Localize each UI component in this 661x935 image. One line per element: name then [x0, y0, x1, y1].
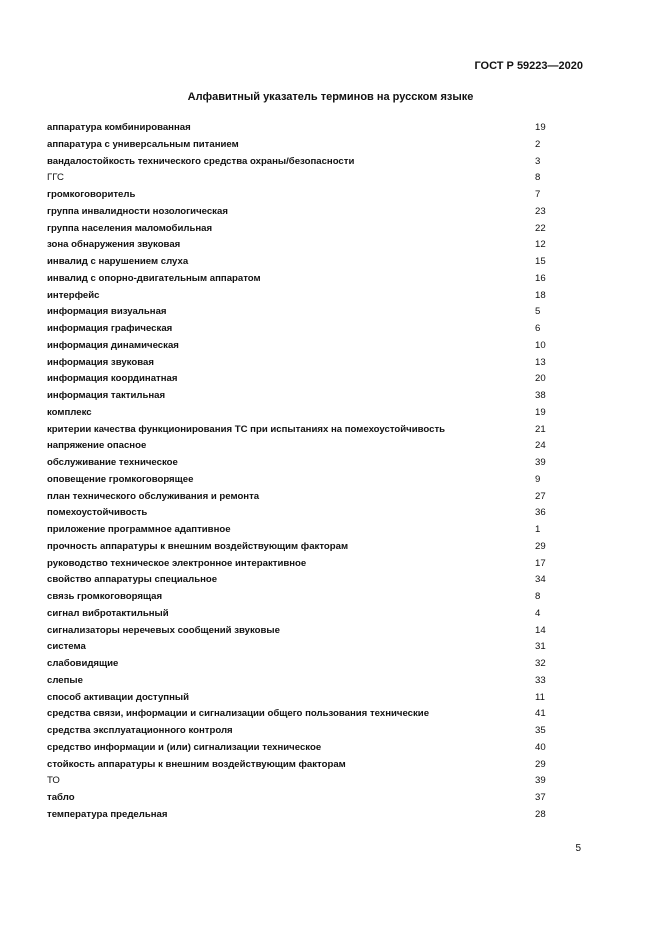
- index-term-number: 40: [535, 741, 546, 753]
- index-entry: [47, 723, 557, 740]
- index-term-number: 24: [535, 440, 546, 452]
- index-term: сигнализаторы неречевых сообщений звуковые: [47, 624, 280, 636]
- index-term-number: 41: [535, 708, 546, 720]
- index-term-number: 21: [535, 423, 546, 435]
- index-entry: [47, 790, 557, 807]
- index-term: табло: [47, 792, 75, 803]
- index-entry: [47, 120, 557, 137]
- index-term: зона обнаружения звуковая: [47, 239, 181, 251]
- index-term-number: 8: [535, 591, 541, 602]
- term-index-list: [47, 120, 557, 824]
- index-entry: [47, 572, 557, 589]
- index-term: сигнал вибротактильный: [47, 607, 169, 619]
- index-term-number: 5: [535, 306, 541, 318]
- index-entry: [47, 757, 557, 774]
- index-entry: [47, 221, 557, 238]
- index-term-number: 11: [535, 691, 545, 703]
- index-term: информация динамическая: [47, 339, 179, 351]
- index-entry: [47, 455, 557, 472]
- index-term: температура предельная: [47, 808, 168, 820]
- index-entry: [47, 673, 557, 690]
- index-entry: [47, 740, 557, 757]
- index-entry: [47, 438, 557, 455]
- index-term-number: 31: [535, 641, 546, 653]
- page-title: Алфавитный указатель терминов на русском языке: [187, 91, 474, 103]
- index-term: прочность аппаратуры к внешним воздействующим факторам: [47, 540, 349, 552]
- index-entry: [47, 237, 557, 254]
- index-entry: [47, 639, 557, 656]
- index-term: критерии качества функционирования ТС при испытаниях на помехоустойчивость: [47, 423, 446, 435]
- index-term: ГГС: [47, 172, 64, 184]
- index-term: система: [47, 641, 86, 653]
- index-term: слепые: [47, 674, 83, 686]
- index-entry: [47, 355, 557, 372]
- index-entry: [47, 187, 557, 204]
- document-code: ГОСТ Р 59223—2020: [474, 60, 583, 72]
- index-term: инвалид с нарушением слуха: [47, 256, 189, 267]
- index-term-number: 4: [535, 607, 541, 619]
- index-entry: [47, 505, 557, 522]
- index-entry: [47, 288, 557, 305]
- index-term-number: 10: [535, 339, 546, 351]
- index-term: руководство техническое электронное интерактивное: [47, 557, 307, 569]
- index-entry: [47, 388, 557, 405]
- index-entry: [47, 338, 557, 355]
- index-term: информация тактильная: [47, 390, 166, 401]
- index-entry: [47, 371, 557, 388]
- index-term-number: 37: [535, 792, 546, 803]
- index-term: обслуживание техническое: [47, 457, 178, 468]
- index-term: помехоустойчивость: [47, 507, 148, 519]
- index-term-number: 7: [535, 189, 541, 200]
- index-term-number: 18: [535, 289, 546, 301]
- index-term-number: 27: [535, 490, 546, 502]
- index-term-number: 36: [535, 507, 546, 519]
- index-term: напряжение опасное: [47, 440, 147, 452]
- index-term: свойство аппаратуры специальное: [47, 574, 218, 586]
- index-term: план технического обслуживания и ремонта: [47, 490, 260, 502]
- index-term: инвалид с опорно-двигательным аппаратом: [47, 272, 261, 284]
- index-term-number: 23: [535, 205, 546, 217]
- index-term-number: 9: [535, 473, 541, 485]
- index-term: средство информации и (или) сигнализации техническое: [47, 741, 322, 753]
- index-entry: [47, 606, 557, 623]
- index-term: информация координатная: [47, 373, 178, 385]
- index-term-number: 29: [535, 758, 546, 770]
- index-term: способ активации доступный: [47, 691, 189, 703]
- index-entry: [47, 204, 557, 221]
- index-term: связь громкоговорящая: [47, 591, 163, 602]
- index-term: группа населения маломобильная: [47, 222, 213, 234]
- index-entry: [47, 271, 557, 288]
- index-term-number: 13: [535, 356, 546, 368]
- index-term: вандалостойкость технического средства охраны/безопасности: [47, 155, 355, 167]
- index-entry: [47, 154, 557, 171]
- index-term: стойкость аппаратуры к внешним воздействующим факторам: [47, 758, 346, 770]
- index-term-number: 32: [535, 658, 546, 669]
- index-entry: [47, 656, 557, 673]
- index-term-number: 12: [535, 239, 546, 251]
- index-entry: [47, 773, 557, 790]
- index-term-number: 38: [535, 390, 546, 401]
- index-term: слабовидящие: [47, 658, 119, 669]
- index-term-number: 3: [535, 155, 541, 167]
- index-entry: [47, 137, 557, 154]
- index-entry: [47, 489, 557, 506]
- index-term: аппаратура с универсальным питанием: [47, 138, 239, 150]
- index-entry: [47, 539, 557, 556]
- index-term: интерфейс: [47, 289, 100, 301]
- index-term-number: 39: [535, 775, 546, 787]
- index-term: громкоговоритель: [47, 189, 136, 200]
- index-term-number: 20: [535, 373, 546, 385]
- index-term: аппаратура комбинированная: [47, 122, 191, 133]
- index-term-number: 29: [535, 540, 546, 552]
- index-term: информация звуковая: [47, 356, 154, 368]
- index-term-number: 39: [535, 457, 546, 468]
- index-term-number: 15: [535, 256, 546, 267]
- index-term-number: 16: [535, 272, 546, 284]
- index-term: информация графическая: [47, 323, 173, 334]
- index-term-number: 28: [535, 808, 546, 820]
- page-number: 5: [575, 843, 581, 854]
- index-term-number: 14: [535, 624, 546, 636]
- index-entry: [47, 304, 557, 321]
- index-term-number: 35: [535, 725, 546, 736]
- index-term: средства связи, информации и сигнализации общего пользования технические: [47, 708, 430, 720]
- index-term: оповещение громкоговорящее: [47, 473, 194, 485]
- index-entry: [47, 623, 557, 640]
- index-term-number: 17: [535, 557, 546, 569]
- index-term: информация визуальная: [47, 306, 167, 318]
- index-term: средства эксплуатационного контроля: [47, 725, 233, 736]
- index-term: группа инвалидности нозологическая: [47, 205, 228, 217]
- index-entry: [47, 589, 557, 606]
- index-entry: [47, 706, 557, 723]
- index-entry: [47, 807, 557, 824]
- index-term-number: 19: [535, 122, 546, 133]
- index-entry: [47, 472, 557, 489]
- index-term-number: 33: [535, 674, 546, 686]
- index-entry: [47, 422, 557, 439]
- index-term-number: 22: [535, 222, 546, 234]
- index-term-number: 2: [535, 138, 541, 150]
- index-entry: [47, 254, 557, 271]
- index-entry: [47, 405, 557, 422]
- index-entry: [47, 321, 557, 338]
- index-entry: [47, 170, 557, 187]
- index-term: приложение программное адаптивное: [47, 524, 231, 535]
- index-term-number: 34: [535, 574, 546, 586]
- index-entry: [47, 556, 557, 573]
- index-entry: [47, 690, 557, 707]
- index-term: комплекс: [47, 406, 92, 418]
- index-term: ТО: [47, 775, 60, 787]
- index-term-number: 1: [535, 524, 541, 535]
- index-term-number: 8: [535, 172, 541, 184]
- index-term-number: 6: [535, 323, 541, 334]
- index-entry: [47, 522, 557, 539]
- index-term-number: 19: [535, 406, 546, 418]
